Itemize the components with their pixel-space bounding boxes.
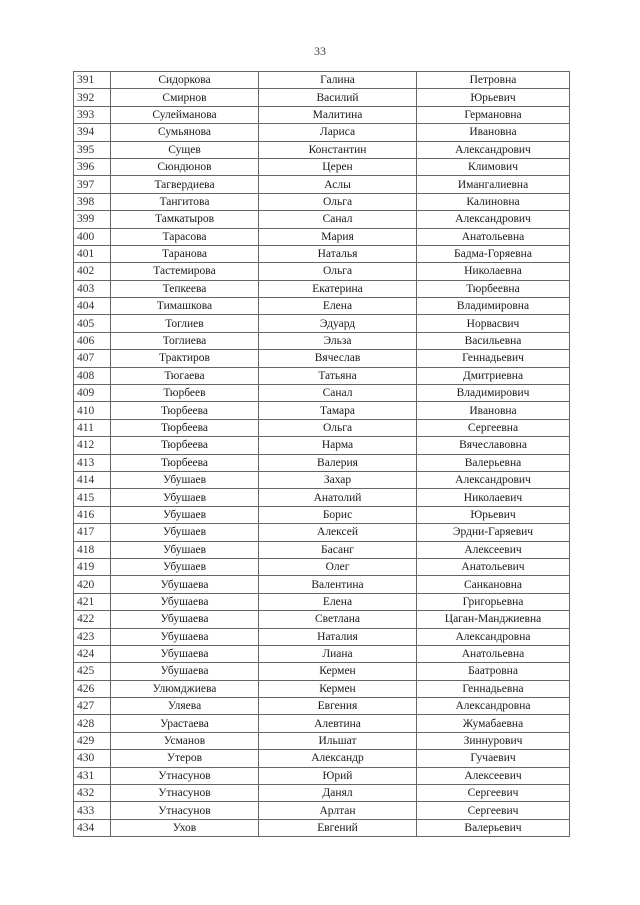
page-number: 33 bbox=[314, 44, 326, 58]
last-name-cell: Тимашкова bbox=[111, 298, 259, 315]
table-row bbox=[74, 245, 570, 262]
patronymic-cell: Александровна bbox=[417, 628, 570, 645]
table-row bbox=[74, 489, 570, 506]
last-name-cell: Тоглиева bbox=[111, 332, 259, 349]
row-number: 418 bbox=[74, 541, 111, 558]
patronymic-cell: Сергеевич bbox=[417, 785, 570, 802]
table-row bbox=[74, 680, 570, 697]
first-name-cell: Евгений bbox=[259, 819, 417, 836]
patronymic-cell: Валерьевич bbox=[417, 819, 570, 836]
names-table-container bbox=[73, 71, 569, 837]
patronymic-cell: Гучаевич bbox=[417, 750, 570, 767]
patronymic-cell: Германовна bbox=[417, 106, 570, 123]
table-row bbox=[74, 506, 570, 523]
table-row bbox=[74, 193, 570, 210]
last-name-cell: Утнасунов bbox=[111, 785, 259, 802]
patronymic-cell: Сергеевич bbox=[417, 802, 570, 819]
first-name-cell: Галина bbox=[259, 72, 417, 89]
table-row bbox=[74, 263, 570, 280]
last-name-cell: Утнасунов bbox=[111, 767, 259, 784]
table-row bbox=[74, 350, 570, 367]
first-name-cell: Василий bbox=[259, 89, 417, 106]
first-name-cell: Мария bbox=[259, 228, 417, 245]
table-row bbox=[74, 524, 570, 541]
patronymic-cell: Эрдни-Гаряевич bbox=[417, 524, 570, 541]
table-row bbox=[74, 211, 570, 228]
last-name-cell: Тюрбеева bbox=[111, 419, 259, 436]
table-row bbox=[74, 158, 570, 175]
row-number: 407 bbox=[74, 350, 111, 367]
patronymic-cell: Калиновна bbox=[417, 193, 570, 210]
table-row bbox=[74, 454, 570, 471]
last-name-cell: Утеров bbox=[111, 750, 259, 767]
last-name-cell: Тангитова bbox=[111, 193, 259, 210]
last-name-cell: Убушаев bbox=[111, 506, 259, 523]
first-name-cell: Светлана bbox=[259, 611, 417, 628]
first-name-cell: Лиана bbox=[259, 645, 417, 662]
row-number: 429 bbox=[74, 732, 111, 749]
table-row bbox=[74, 732, 570, 749]
table-row bbox=[74, 576, 570, 593]
patronymic-cell: Владимирович bbox=[417, 385, 570, 402]
first-name-cell: Екатерина bbox=[259, 280, 417, 297]
row-number: 409 bbox=[74, 385, 111, 402]
first-name-cell: Малитина bbox=[259, 106, 417, 123]
first-name-cell: Ольга bbox=[259, 419, 417, 436]
first-name-cell: Евгения bbox=[259, 698, 417, 715]
last-name-cell: Убушаева bbox=[111, 628, 259, 645]
first-name-cell: Алевтина bbox=[259, 715, 417, 732]
table-row bbox=[74, 106, 570, 123]
table-row bbox=[74, 176, 570, 193]
last-name-cell: Убушаев bbox=[111, 558, 259, 575]
first-name-cell: Елена bbox=[259, 298, 417, 315]
patronymic-cell: Цаган-Манджиевна bbox=[417, 611, 570, 628]
table-row bbox=[74, 611, 570, 628]
table-row bbox=[74, 663, 570, 680]
row-number: 424 bbox=[74, 645, 111, 662]
first-name-cell: Ольга bbox=[259, 193, 417, 210]
patronymic-cell: Геннадьевич bbox=[417, 350, 570, 367]
row-number: 419 bbox=[74, 558, 111, 575]
row-number: 401 bbox=[74, 245, 111, 262]
last-name-cell: Убушаева bbox=[111, 645, 259, 662]
last-name-cell: Убушаев bbox=[111, 471, 259, 488]
first-name-cell: Арлтан bbox=[259, 802, 417, 819]
patronymic-cell: Николаевич bbox=[417, 489, 570, 506]
row-number: 426 bbox=[74, 680, 111, 697]
first-name-cell: Наталия bbox=[259, 628, 417, 645]
row-number: 414 bbox=[74, 471, 111, 488]
patronymic-cell: Климович bbox=[417, 158, 570, 175]
patronymic-cell: Тюрбеевна bbox=[417, 280, 570, 297]
row-number: 413 bbox=[74, 454, 111, 471]
first-name-cell: Басанг bbox=[259, 541, 417, 558]
row-number: 411 bbox=[74, 419, 111, 436]
first-name-cell: Санал bbox=[259, 211, 417, 228]
patronymic-cell: Анатольевна bbox=[417, 645, 570, 662]
table-row bbox=[74, 541, 570, 558]
patronymic-cell: Юрьевич bbox=[417, 506, 570, 523]
last-name-cell: Тюрбеева bbox=[111, 454, 259, 471]
table-row bbox=[74, 819, 570, 836]
first-name-cell: Олег bbox=[259, 558, 417, 575]
last-name-cell: Ухов bbox=[111, 819, 259, 836]
patronymic-cell: Алексеевич bbox=[417, 767, 570, 784]
table-row bbox=[74, 715, 570, 732]
first-name-cell: Тамара bbox=[259, 402, 417, 419]
row-number: 402 bbox=[74, 263, 111, 280]
last-name-cell: Усманов bbox=[111, 732, 259, 749]
last-name-cell: Сумьянова bbox=[111, 124, 259, 141]
first-name-cell: Аслы bbox=[259, 176, 417, 193]
first-name-cell: Санал bbox=[259, 385, 417, 402]
row-number: 400 bbox=[74, 228, 111, 245]
first-name-cell: Анатолий bbox=[259, 489, 417, 506]
patronymic-cell: Григорьевна bbox=[417, 593, 570, 610]
patronymic-cell: Александрович bbox=[417, 471, 570, 488]
patronymic-cell: Анатольевич bbox=[417, 558, 570, 575]
last-name-cell: Уляева bbox=[111, 698, 259, 715]
row-number: 395 bbox=[74, 141, 111, 158]
row-number: 396 bbox=[74, 158, 111, 175]
patronymic-cell: Санкановна bbox=[417, 576, 570, 593]
table-row bbox=[74, 750, 570, 767]
row-number: 410 bbox=[74, 402, 111, 419]
patronymic-cell: Владимировна bbox=[417, 298, 570, 315]
patronymic-cell: Александрович bbox=[417, 211, 570, 228]
last-name-cell: Убушаева bbox=[111, 611, 259, 628]
last-name-cell: Сущев bbox=[111, 141, 259, 158]
last-name-cell: Трактиров bbox=[111, 350, 259, 367]
first-name-cell: Валерия bbox=[259, 454, 417, 471]
first-name-cell: Лариса bbox=[259, 124, 417, 141]
row-number: 412 bbox=[74, 437, 111, 454]
last-name-cell: Тарасова bbox=[111, 228, 259, 245]
last-name-cell: Смирнов bbox=[111, 89, 259, 106]
row-number: 420 bbox=[74, 576, 111, 593]
row-number: 427 bbox=[74, 698, 111, 715]
table-row bbox=[74, 228, 570, 245]
patronymic-cell: Николаевна bbox=[417, 263, 570, 280]
row-number: 428 bbox=[74, 715, 111, 732]
last-name-cell: Тамкатыров bbox=[111, 211, 259, 228]
table-row bbox=[74, 645, 570, 662]
row-number: 392 bbox=[74, 89, 111, 106]
last-name-cell: Тастемирова bbox=[111, 263, 259, 280]
table-row bbox=[74, 698, 570, 715]
row-number: 405 bbox=[74, 315, 111, 332]
table-row bbox=[74, 471, 570, 488]
row-number: 403 bbox=[74, 280, 111, 297]
patronymic-cell: Жумабаевна bbox=[417, 715, 570, 732]
first-name-cell: Юрий bbox=[259, 767, 417, 784]
patronymic-cell: Дмитриевна bbox=[417, 367, 570, 384]
patronymic-cell: Зиннурович bbox=[417, 732, 570, 749]
last-name-cell: Убушаева bbox=[111, 593, 259, 610]
row-number: 393 bbox=[74, 106, 111, 123]
row-number: 423 bbox=[74, 628, 111, 645]
table-row bbox=[74, 298, 570, 315]
first-name-cell: Захар bbox=[259, 471, 417, 488]
last-name-cell: Сидоркова bbox=[111, 72, 259, 89]
patronymic-cell: Петровна bbox=[417, 72, 570, 89]
first-name-cell: Кермен bbox=[259, 663, 417, 680]
last-name-cell: Тагвердиева bbox=[111, 176, 259, 193]
last-name-cell: Сюндюнов bbox=[111, 158, 259, 175]
table-row bbox=[74, 367, 570, 384]
row-number: 416 bbox=[74, 506, 111, 523]
first-name-cell: Ольга bbox=[259, 263, 417, 280]
table-body bbox=[74, 72, 570, 837]
table-row bbox=[74, 593, 570, 610]
last-name-cell: Тюрбеева bbox=[111, 402, 259, 419]
row-number: 430 bbox=[74, 750, 111, 767]
row-number: 394 bbox=[74, 124, 111, 141]
first-name-cell: Данял bbox=[259, 785, 417, 802]
last-name-cell: Убушаева bbox=[111, 663, 259, 680]
row-number: 399 bbox=[74, 211, 111, 228]
patronymic-cell: Анатольевна bbox=[417, 228, 570, 245]
last-name-cell: Утнасунов bbox=[111, 802, 259, 819]
table-row bbox=[74, 419, 570, 436]
first-name-cell: Вячеслав bbox=[259, 350, 417, 367]
first-name-cell: Церен bbox=[259, 158, 417, 175]
row-number: 433 bbox=[74, 802, 111, 819]
table-row bbox=[74, 402, 570, 419]
row-number: 421 bbox=[74, 593, 111, 610]
first-name-cell: Наталья bbox=[259, 245, 417, 262]
patronymic-cell: Юрьевич bbox=[417, 89, 570, 106]
table-row bbox=[74, 124, 570, 141]
table-row bbox=[74, 141, 570, 158]
first-name-cell: Эльза bbox=[259, 332, 417, 349]
row-number: 397 bbox=[74, 176, 111, 193]
last-name-cell: Убушаев bbox=[111, 489, 259, 506]
patronymic-cell: Александрович bbox=[417, 141, 570, 158]
row-number: 434 bbox=[74, 819, 111, 836]
patronymic-cell: Норвасвич bbox=[417, 315, 570, 332]
patronymic-cell: Баатровна bbox=[417, 663, 570, 680]
table-row bbox=[74, 785, 570, 802]
last-name-cell: Тоглиев bbox=[111, 315, 259, 332]
row-number: 391 bbox=[74, 72, 111, 89]
last-name-cell: Тюрбеева bbox=[111, 437, 259, 454]
table-row bbox=[74, 280, 570, 297]
row-number: 417 bbox=[74, 524, 111, 541]
last-name-cell: Тепкеева bbox=[111, 280, 259, 297]
last-name-cell: Убушаев bbox=[111, 524, 259, 541]
patronymic-cell: Вячеславовна bbox=[417, 437, 570, 454]
row-number: 415 bbox=[74, 489, 111, 506]
patronymic-cell: Васильевна bbox=[417, 332, 570, 349]
row-number: 408 bbox=[74, 367, 111, 384]
first-name-cell: Нарма bbox=[259, 437, 417, 454]
row-number: 404 bbox=[74, 298, 111, 315]
first-name-cell: Елена bbox=[259, 593, 417, 610]
first-name-cell: Константин bbox=[259, 141, 417, 158]
patronymic-cell: Александровна bbox=[417, 698, 570, 715]
patronymic-cell: Валерьевна bbox=[417, 454, 570, 471]
table-row bbox=[74, 802, 570, 819]
table-row bbox=[74, 89, 570, 106]
table-row bbox=[74, 767, 570, 784]
first-name-cell: Борис bbox=[259, 506, 417, 523]
patronymic-cell: Ивановна bbox=[417, 124, 570, 141]
row-number: 431 bbox=[74, 767, 111, 784]
first-name-cell: Александр bbox=[259, 750, 417, 767]
table-row bbox=[74, 628, 570, 645]
patronymic-cell: Бадма-Горяевна bbox=[417, 245, 570, 262]
last-name-cell: Убушаев bbox=[111, 541, 259, 558]
last-name-cell: Таранова bbox=[111, 245, 259, 262]
table-row bbox=[74, 385, 570, 402]
last-name-cell: Убушаева bbox=[111, 576, 259, 593]
table-row bbox=[74, 332, 570, 349]
first-name-cell: Валентина bbox=[259, 576, 417, 593]
first-name-cell: Ильшат bbox=[259, 732, 417, 749]
patronymic-cell: Алексеевич bbox=[417, 541, 570, 558]
last-name-cell: Тюрбеев bbox=[111, 385, 259, 402]
table-row bbox=[74, 72, 570, 89]
names-table bbox=[73, 71, 570, 837]
first-name-cell: Алексей bbox=[259, 524, 417, 541]
last-name-cell: Тюгаева bbox=[111, 367, 259, 384]
last-name-cell: Урастаева bbox=[111, 715, 259, 732]
patronymic-cell: Ивановна bbox=[417, 402, 570, 419]
table-row bbox=[74, 558, 570, 575]
last-name-cell: Улюмджиева bbox=[111, 680, 259, 697]
patronymic-cell: Имангалиевна bbox=[417, 176, 570, 193]
row-number: 398 bbox=[74, 193, 111, 210]
patronymic-cell: Геннадьевна bbox=[417, 680, 570, 697]
row-number: 425 bbox=[74, 663, 111, 680]
row-number: 422 bbox=[74, 611, 111, 628]
row-number: 432 bbox=[74, 785, 111, 802]
last-name-cell: Сулейманова bbox=[111, 106, 259, 123]
row-number: 406 bbox=[74, 332, 111, 349]
patronymic-cell: Сергеевна bbox=[417, 419, 570, 436]
table-row bbox=[74, 437, 570, 454]
table-row bbox=[74, 315, 570, 332]
first-name-cell: Эдуард bbox=[259, 315, 417, 332]
first-name-cell: Кермен bbox=[259, 680, 417, 697]
first-name-cell: Татьяна bbox=[259, 367, 417, 384]
